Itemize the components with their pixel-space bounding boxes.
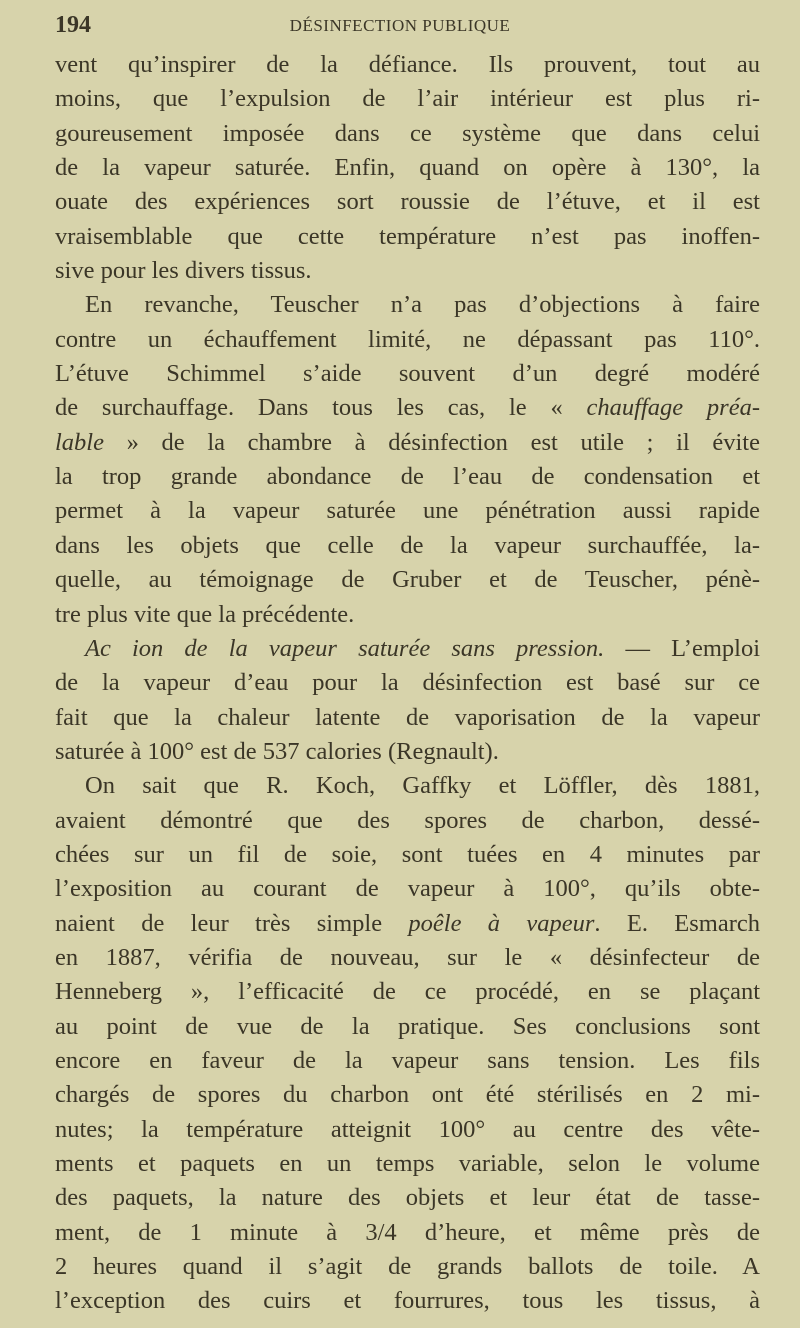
text-segment: de la vapeur saturée. Enfin, quand on opère à 130°, la — [55, 154, 760, 182]
text-line — [55, 1284, 760, 1318]
text-line — [55, 701, 760, 735]
page-number: 194 — [55, 12, 91, 38]
text-line — [55, 1078, 760, 1112]
text-segment: fait que la chaleur latente de vaporisation de la vapeur — [55, 703, 760, 731]
text-line — [55, 82, 760, 116]
text-segment: — L’emploi — [604, 634, 760, 662]
text-line — [55, 1216, 760, 1250]
text-segment: encore en faveur de la vapeur sans tension. Les fils — [55, 1046, 760, 1074]
text-segment: dans les objets que celle de la vapeur surchauffée, la- — [55, 531, 760, 559]
text-line — [55, 907, 760, 941]
text-line — [55, 220, 760, 254]
text-segment: permet à la vapeur saturée une pénétration aussi rapide — [55, 497, 760, 525]
text-segment: vraisemblable que cette température n’est pas inoffen- — [55, 222, 760, 250]
text-segment: moins, que l’expulsion de l’air intérieur est plus ri- — [55, 85, 760, 113]
text-line — [55, 391, 760, 425]
text-segment: L’étuve Schimmel s’aide souvent d’un degré modéré — [55, 360, 760, 388]
text-segment: quelle, au témoignage de Gruber et de Teuscher, pénè- — [55, 566, 760, 594]
text-line — [55, 426, 760, 460]
text-segment: naient de leur très simple — [55, 909, 409, 937]
text-segment: chées sur un fil de soie, sont tuées en 4 minutes par — [55, 840, 760, 868]
text-segment: contre un échauffement limité, ne dépassant pas 110°. — [55, 325, 760, 353]
text-line — [55, 1044, 760, 1078]
text-line — [55, 941, 760, 975]
text-line — [55, 1250, 760, 1284]
body-text — [55, 48, 760, 1319]
text-segment: » de la chambre à désinfection est utile ; il évite — [104, 428, 760, 456]
text-segment: de surchauffage. Dans tous les cas, le « — [55, 394, 587, 422]
text-segment: vent qu’inspirer de la défiance. Ils prouvent, tout au — [55, 51, 760, 78]
text-segment: chargés de spores du charbon ont été stérilisés en 2 mi- — [55, 1081, 760, 1109]
text-line — [55, 1010, 760, 1044]
text-line — [55, 185, 760, 219]
text-line — [55, 357, 760, 391]
text-line — [55, 769, 760, 803]
text-segment: l’exposition au courant de vapeur à 100°, qu’ils obte- — [55, 875, 760, 903]
text-line — [55, 632, 760, 666]
text-segment: Henneberg », l’efficacité de ce procédé, en se plaçant — [55, 978, 760, 1006]
text-segment: En revanche, Teuscher n’a pas d’objections à faire — [85, 291, 760, 319]
text-line — [55, 117, 760, 151]
italic-text: Ac ion de la vapeur saturée sans pression. — [85, 634, 605, 662]
text-segment: nutes; la température atteignit 100° au centre des vête- — [55, 1115, 760, 1143]
text-line — [55, 529, 760, 563]
italic-text: poêle à vapeur — [408, 909, 595, 937]
text-line — [55, 494, 760, 528]
text-segment: en 1887, vérifia de nouveau, sur le « désinfecteur de — [55, 943, 760, 971]
text-line — [55, 288, 760, 322]
text-segment: l’exception des cuirs et fourrures, tous les tissus, à — [55, 1287, 760, 1315]
text-segment: goureusement imposée dans ce système que dans celui — [55, 119, 760, 147]
text-line — [55, 598, 760, 632]
text-segment: ouate des expériences sort roussie de l’étuve, et il est — [55, 188, 760, 216]
italic-text: chauffage préa- — [586, 394, 761, 422]
text-segment: des paquets, la nature des objets et leur état de tasse- — [55, 1184, 760, 1212]
text-line — [55, 1181, 760, 1215]
text-segment: On sait que R. Koch, Gaffky et Löffler, dès 1881, — [85, 772, 760, 800]
text-line — [55, 254, 760, 288]
text-line — [55, 666, 760, 700]
text-segment: avaient démontré que des spores de charbon, dessé- — [55, 806, 760, 834]
text-segment: ments et paquets en un temps variable, selon le volume — [55, 1150, 760, 1177]
text-segment: de la vapeur d’eau pour la désinfection est basé sur ce — [55, 669, 760, 697]
text-segment: . E. Esmarch — [594, 909, 761, 937]
text-segment: la trop grande abondance de l’eau de condensation et — [55, 463, 760, 491]
text-line — [55, 48, 760, 82]
running-title: DÉSINFECTION PUBLIQUE — [289, 16, 511, 35]
text-line — [55, 1147, 760, 1181]
text-line — [55, 975, 760, 1009]
text-line — [55, 1113, 760, 1147]
text-line — [55, 151, 760, 185]
text-line — [55, 872, 760, 906]
text-line — [55, 460, 760, 494]
text-segment: tre plus vite que la précédente. — [55, 600, 355, 628]
text-line — [55, 838, 760, 872]
text-segment: au point de vue de la pratique. Ses conclusions sont — [55, 1012, 760, 1040]
text-line — [55, 804, 760, 838]
text-line — [55, 323, 760, 357]
text-segment: 2 heures quand il s’agit de grands ballots de toile. A — [55, 1253, 760, 1281]
text-line — [55, 735, 760, 769]
text-segment: ment, de 1 minute à 3/4 d’heure, et même près de — [55, 1218, 760, 1246]
text-line — [55, 563, 760, 597]
italic-text: lable — [55, 428, 104, 456]
text-segment: saturée à 100° est de 537 calories (Regnault). — [55, 737, 499, 765]
text-segment: sive pour les divers tissus. — [55, 257, 312, 285]
